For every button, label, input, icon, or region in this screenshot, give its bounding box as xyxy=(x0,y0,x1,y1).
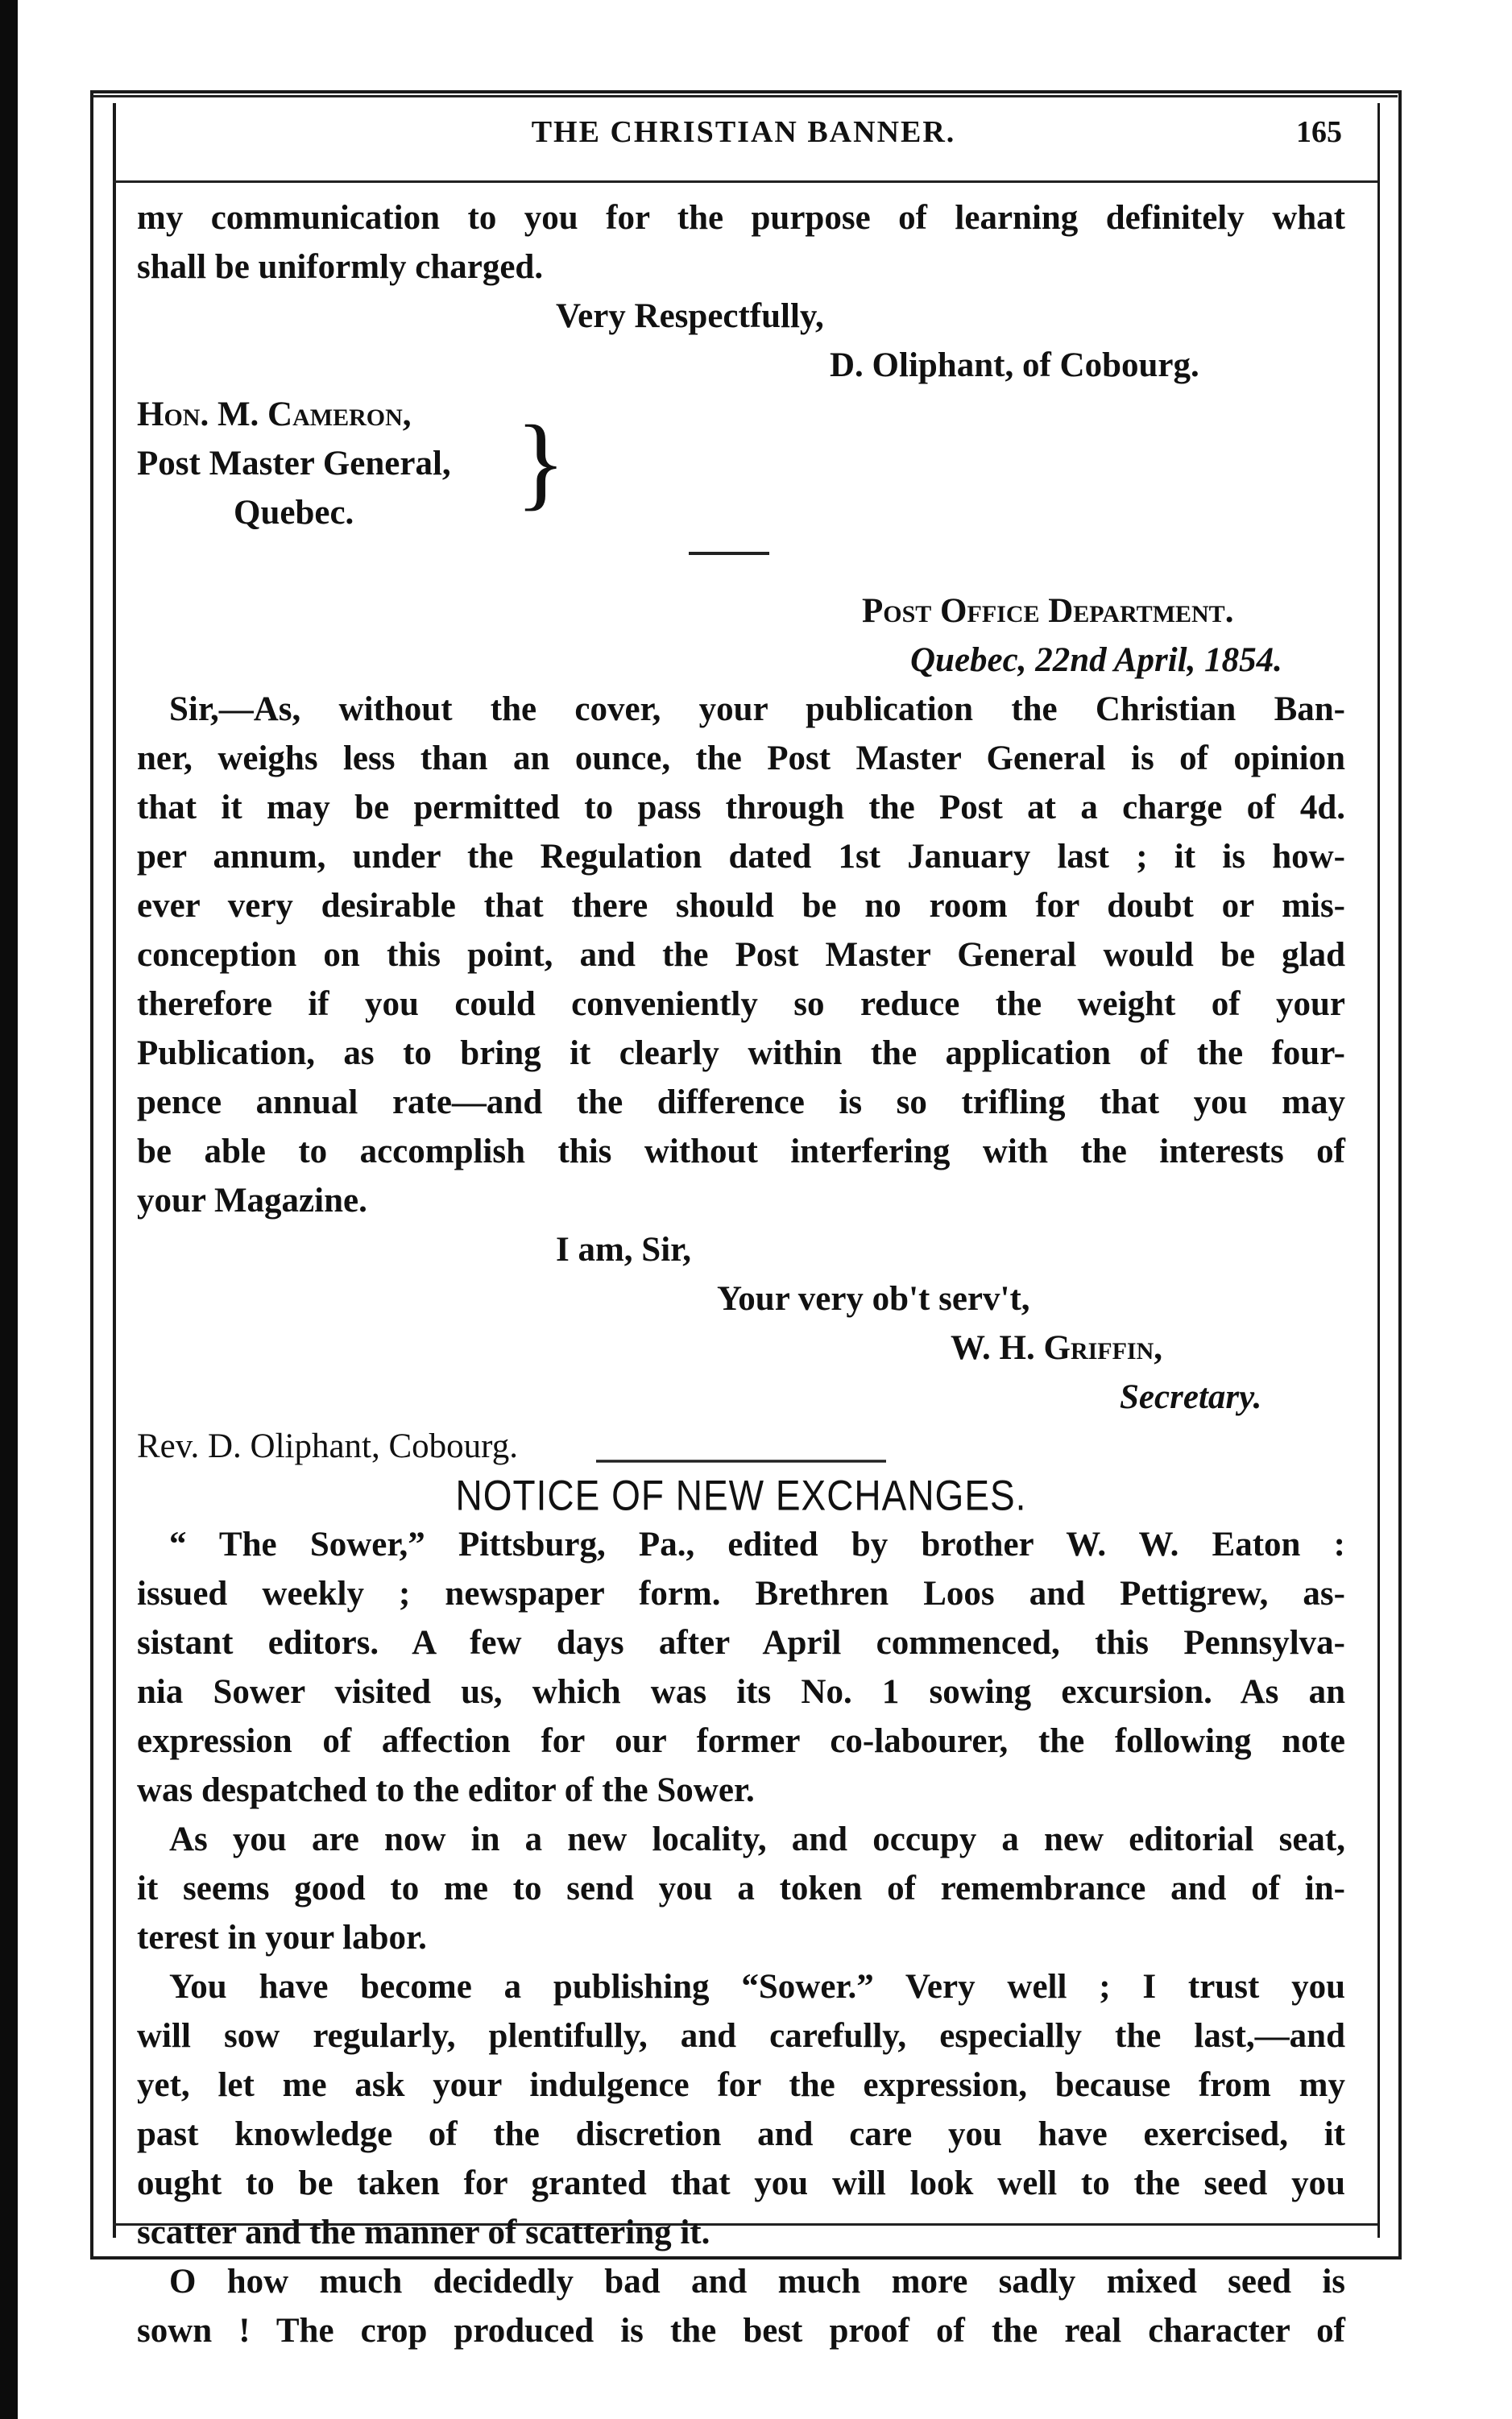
text-line: ought to be taken for granted that you will look well to the seed you xyxy=(137,2164,1345,2202)
text-line: O how much decidedly bad and much more sadly mixed seed is xyxy=(169,2263,1345,2301)
text-line: scatter and the manner of scattering it. xyxy=(137,2214,710,2251)
letter-closing: Your very ob't serv't, xyxy=(717,1280,1030,1318)
notice-heading xyxy=(137,1467,1345,1523)
page-edge-shadow xyxy=(0,0,18,2419)
department-heading: Post Office Department. xyxy=(862,592,1234,630)
section-divider xyxy=(137,537,1345,586)
notice-heading-text: NOTICE OF NEW EXCHANGES. xyxy=(455,1471,1027,1519)
text-line: per annum, under the Regulation dated 1st January last ; it is how- xyxy=(137,838,1345,876)
text-line: therefore if you could conveniently so reduce the weight of your xyxy=(137,985,1345,1023)
text-line: that it may be permitted to pass through the Post at a charge of 4d. xyxy=(137,789,1345,826)
letter-salutation: I am, Sir, xyxy=(556,1231,692,1269)
letter-recipient: Rev. D. Oliphant, Cobourg. xyxy=(137,1427,518,1465)
text-line: Sir,—As, without the cover, your publication the Christian Ban- xyxy=(169,690,1345,728)
text-line: sown ! The crop produced is the best proof of the real character of xyxy=(137,2312,1345,2350)
text-line: ner, weighs less than an ounce, the Post Master General is of opinion xyxy=(137,739,1345,777)
text-line: was despatched to the editor of the Sower. xyxy=(137,1771,755,1809)
text-line: sistant editors. A few days after April commenced, this Pennsylva- xyxy=(137,1624,1345,1662)
letter-closing: Very Respectfully, xyxy=(556,297,824,335)
text-line: terest in your labor. xyxy=(137,1919,427,1957)
addressee-line: Quebec. xyxy=(234,494,354,532)
text-line: You have become a publishing “Sower.” Very well ; I trust you xyxy=(169,1968,1345,2006)
letter-signature: W. H. Griffin, xyxy=(951,1329,1163,1367)
text-line: it seems good to me to send you a token of remembrance and of in- xyxy=(137,1870,1345,1907)
dateline: Quebec, 22nd April, 1854. xyxy=(910,641,1282,679)
text-line: be able to accomplish this without interfering with the interests of xyxy=(137,1133,1345,1170)
signatory-title: Secretary. xyxy=(1120,1378,1262,1416)
letter-signature: D. Oliphant, of Cobourg. xyxy=(830,346,1199,384)
text-line: ever very desirable that there should be no room for doubt or mis- xyxy=(137,887,1345,925)
text-line: conception on this point, and the Post Master General would be glad xyxy=(137,936,1345,974)
header-rule-bottom xyxy=(113,180,1377,183)
running-head xyxy=(113,114,1374,163)
text-line: your Magazine. xyxy=(137,1182,367,1220)
text-line: As you are now in a new locality, and occupy a new editorial seat, xyxy=(169,1820,1345,1858)
addressee-line: Hon. M. Cameron, xyxy=(137,396,412,433)
text-line: Publication, as to bring it clearly within the application of the four- xyxy=(137,1034,1345,1072)
text-line: yet, let me ask your indulgence for the expression, because from my xyxy=(137,2066,1345,2104)
text-line: expression of affection for our former co-labourer, the following note xyxy=(137,1722,1345,1760)
text-line: issued weekly ; newspaper form. Brethren Loos and Pettigrew, as- xyxy=(137,1575,1345,1613)
text-line: pence annual rate—and the difference is so trifling that you may xyxy=(137,1083,1345,1121)
header-rule-top xyxy=(93,95,1398,97)
text-line: past knowledge of the discretion and care you have exercised, it xyxy=(137,2115,1345,2153)
text-line: “ The Sower,” Pittsburg, Pa., edited by brother W. W. Eaton : xyxy=(169,1526,1345,1564)
brace-glyph: } xyxy=(516,404,566,520)
heading-rule xyxy=(596,1460,886,1462)
text-line: nia Sower visited us, which was its No. 1 sowing excursion. As an xyxy=(137,1673,1345,1711)
text-line: shall be uniformly charged. xyxy=(137,248,544,286)
page-number: 165 xyxy=(1296,115,1342,149)
addressee-block xyxy=(137,390,1345,537)
text-line: will sow regularly, plentifully, and carefully, especially the last,—and xyxy=(137,2017,1345,2055)
page-content xyxy=(137,193,1345,2355)
running-title: THE CHRISTIAN BANNER. xyxy=(531,115,956,149)
addressee-line: Post Master General, xyxy=(137,445,451,483)
text-line: my communication to you for the purpose of learning definitely what xyxy=(137,199,1345,237)
